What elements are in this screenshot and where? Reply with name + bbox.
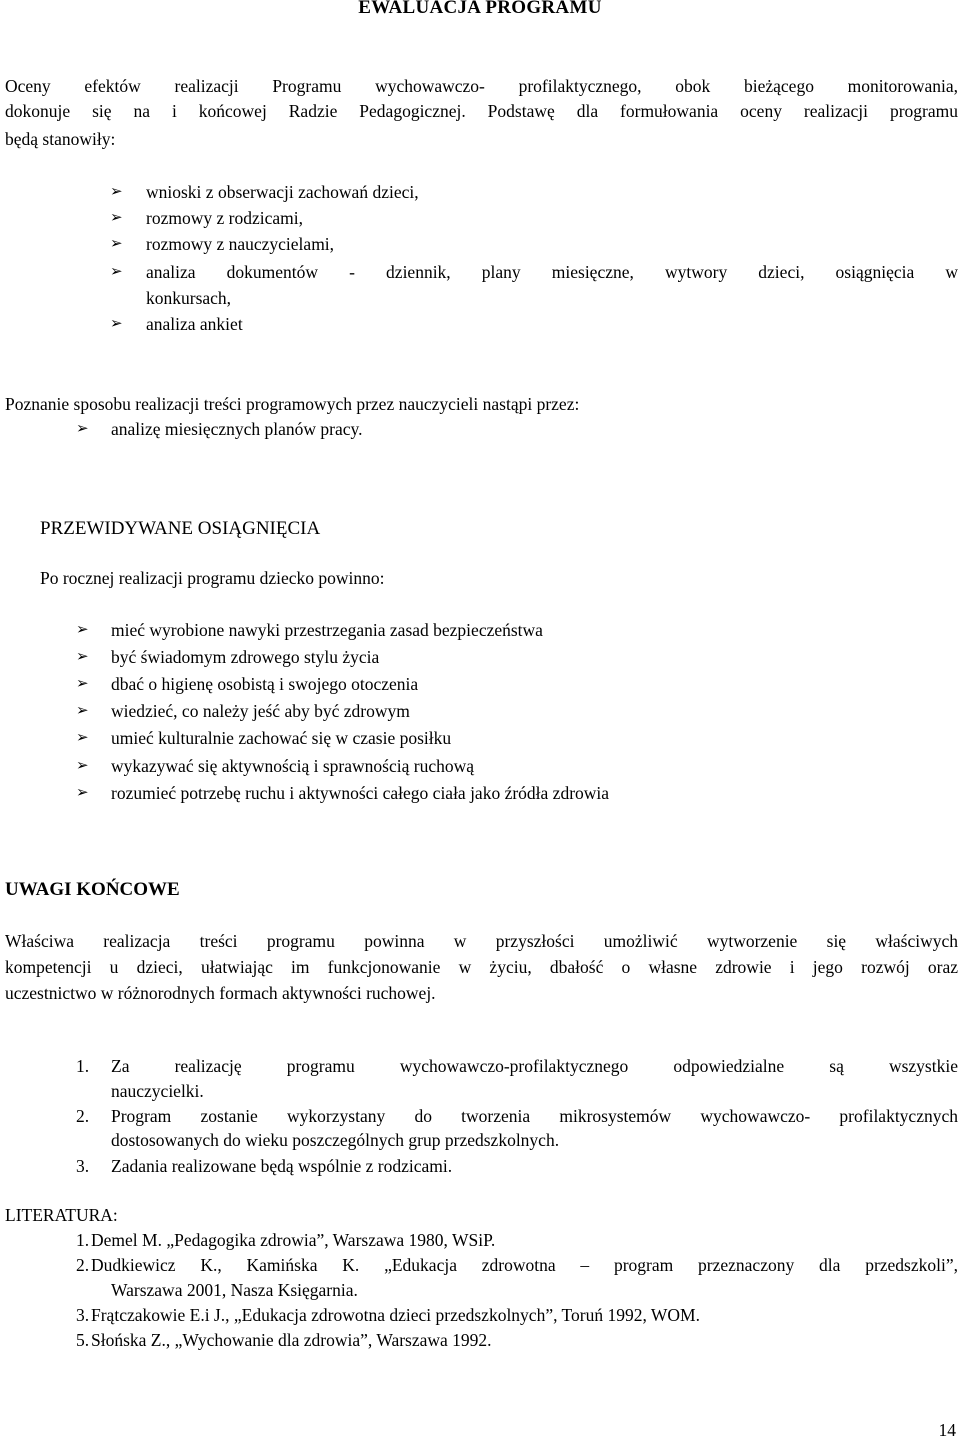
achievements-intro: Po rocznej realizacji programu dziecko powinno: <box>40 568 385 588</box>
list-item: analizę miesięcznych planów pracy. <box>111 419 363 439</box>
literature-entry: Demel M. „Pedagogika zdrowia”, Warszawa 1980, WSiP. <box>91 1230 496 1250</box>
literature-entry-number: 1. <box>76 1230 90 1250</box>
list-item: analiza ankiet <box>146 314 243 334</box>
arrowhead-bullet-icon: ➢ <box>76 730 89 746</box>
list-item: analiza dokumentów - dziennik, plany miesięczne, wytwory dzieci, osiągnięcia w <box>146 262 958 282</box>
arrowhead-bullet-icon: ➢ <box>76 649 89 665</box>
list-item: wnioski z obserwacji zachowań dzieci, <box>146 182 419 202</box>
literature-entry: Słońska Z., „Wychowanie dla zdrowia”, Warszawa 1992. <box>91 1330 492 1350</box>
final-remarks-heading: UWAGI KOŃCOWE <box>5 879 180 900</box>
arrowhead-bullet-icon: ➢ <box>76 622 89 638</box>
list-item: rozmowy z rodzicami, <box>146 208 303 228</box>
literature-entry-number: 3. <box>76 1305 90 1325</box>
numbered-item-number: 1. <box>76 1056 90 1076</box>
arrowhead-bullet-icon: ➢ <box>110 236 123 252</box>
arrowhead-bullet-icon: ➢ <box>110 316 123 332</box>
arrowhead-bullet-icon: ➢ <box>76 785 89 801</box>
page-title: EWALUACJA PROGRAMU <box>358 0 602 18</box>
evaluation-intro-line-3: będą stanowiły: <box>5 129 116 149</box>
numbered-item-text-continuation: dostosowanych do wieku poszczególnych grup przedszkolnych. <box>111 1130 560 1150</box>
list-item: być świadomym zdrowego stylu życia <box>111 647 380 667</box>
literature-entry-continuation: Warszawa 2001, Nasza Księgarnia. <box>111 1280 358 1300</box>
recognition-text: Poznanie sposobu realizacji treści programowych przez nauczycieli nastąpi przez: <box>5 394 580 414</box>
list-item: wiedzieć, co należy jeść aby być zdrowym <box>111 701 410 721</box>
list-item-continuation: konkursach, <box>146 288 232 308</box>
arrowhead-bullet-icon: ➢ <box>110 210 123 226</box>
literature-entry-number: 2. <box>76 1255 90 1275</box>
arrowhead-bullet-icon: ➢ <box>76 421 89 437</box>
final-remarks-line-1: Właściwa realizacja treści programu powinna w przyszłości umożliwić wytworzenie się właściwych <box>5 931 958 951</box>
arrowhead-bullet-icon: ➢ <box>76 758 89 774</box>
numbered-item-text-continuation: nauczycielki. <box>111 1081 204 1101</box>
literature-entry: Dudkiewicz K., Kamińska K. „Edukacja zdrowotna – program przeznaczony dla przedszkoli”, <box>91 1255 958 1275</box>
literature-entry: Frątczakowie E.i J., „Edukacja zdrowotna dzieci przedszkolnych”, Toruń 1992, WOM. <box>91 1305 700 1325</box>
arrowhead-bullet-icon: ➢ <box>76 703 89 719</box>
list-item: wykazywać się aktywnością i sprawnością ruchową <box>111 756 474 776</box>
arrowhead-bullet-icon: ➢ <box>76 676 89 692</box>
arrowhead-bullet-icon: ➢ <box>110 264 123 280</box>
list-item: rozmowy z nauczycielami, <box>146 234 335 254</box>
arrowhead-bullet-icon: ➢ <box>110 184 123 200</box>
numbered-item-number: 2. <box>76 1106 90 1126</box>
achievements-heading: PRZEWIDYWANE OSIĄGNIĘCIA <box>40 518 321 539</box>
evaluation-intro-line-1: Oceny efektów realizacji Programu wychowawczo- profilaktycznego, obok bieżącego monitorowania, <box>5 76 958 96</box>
page-number: 14 <box>938 1420 956 1440</box>
final-remarks-line-2: kompetencji u dzieci, ułatwiając im funkcjonowanie w życiu, dbałość o własne zdrowie i jego rozwój oraz <box>5 957 958 977</box>
numbered-item-number: 3. <box>76 1156 90 1176</box>
list-item: rozumieć potrzebę ruchu i aktywności całego ciała jako źródła zdrowia <box>111 783 610 803</box>
literature-heading: LITERATURA: <box>5 1205 118 1225</box>
numbered-item-text: Zadania realizowane będą wspólnie z rodzicami. <box>111 1156 453 1176</box>
list-item: dbać o higienę osobistą i swojego otoczenia <box>111 674 419 694</box>
numbered-item-text: Za realizację programu wychowawczo-profilaktycznego odpowiedzialne są wszystkie <box>111 1056 958 1076</box>
final-remarks-line-3: uczestnictwo w różnorodnych formach aktywności ruchowej. <box>5 983 436 1003</box>
list-item: umieć kulturalnie zachować się w czasie posiłku <box>111 728 452 748</box>
literature-entry-number: 5. <box>76 1330 90 1350</box>
numbered-item-text: Program zostanie wykorzystany do tworzenia mikrosystemów wychowawczo- profilaktycznych <box>111 1106 958 1126</box>
list-item: mieć wyrobione nawyki przestrzegania zasad bezpieczeństwa <box>111 620 543 640</box>
evaluation-intro-line-2: dokonuje się na i końcowej Radzie Pedagogicznej. Podstawę dla formułowania oceny realizacji programu <box>5 101 958 121</box>
